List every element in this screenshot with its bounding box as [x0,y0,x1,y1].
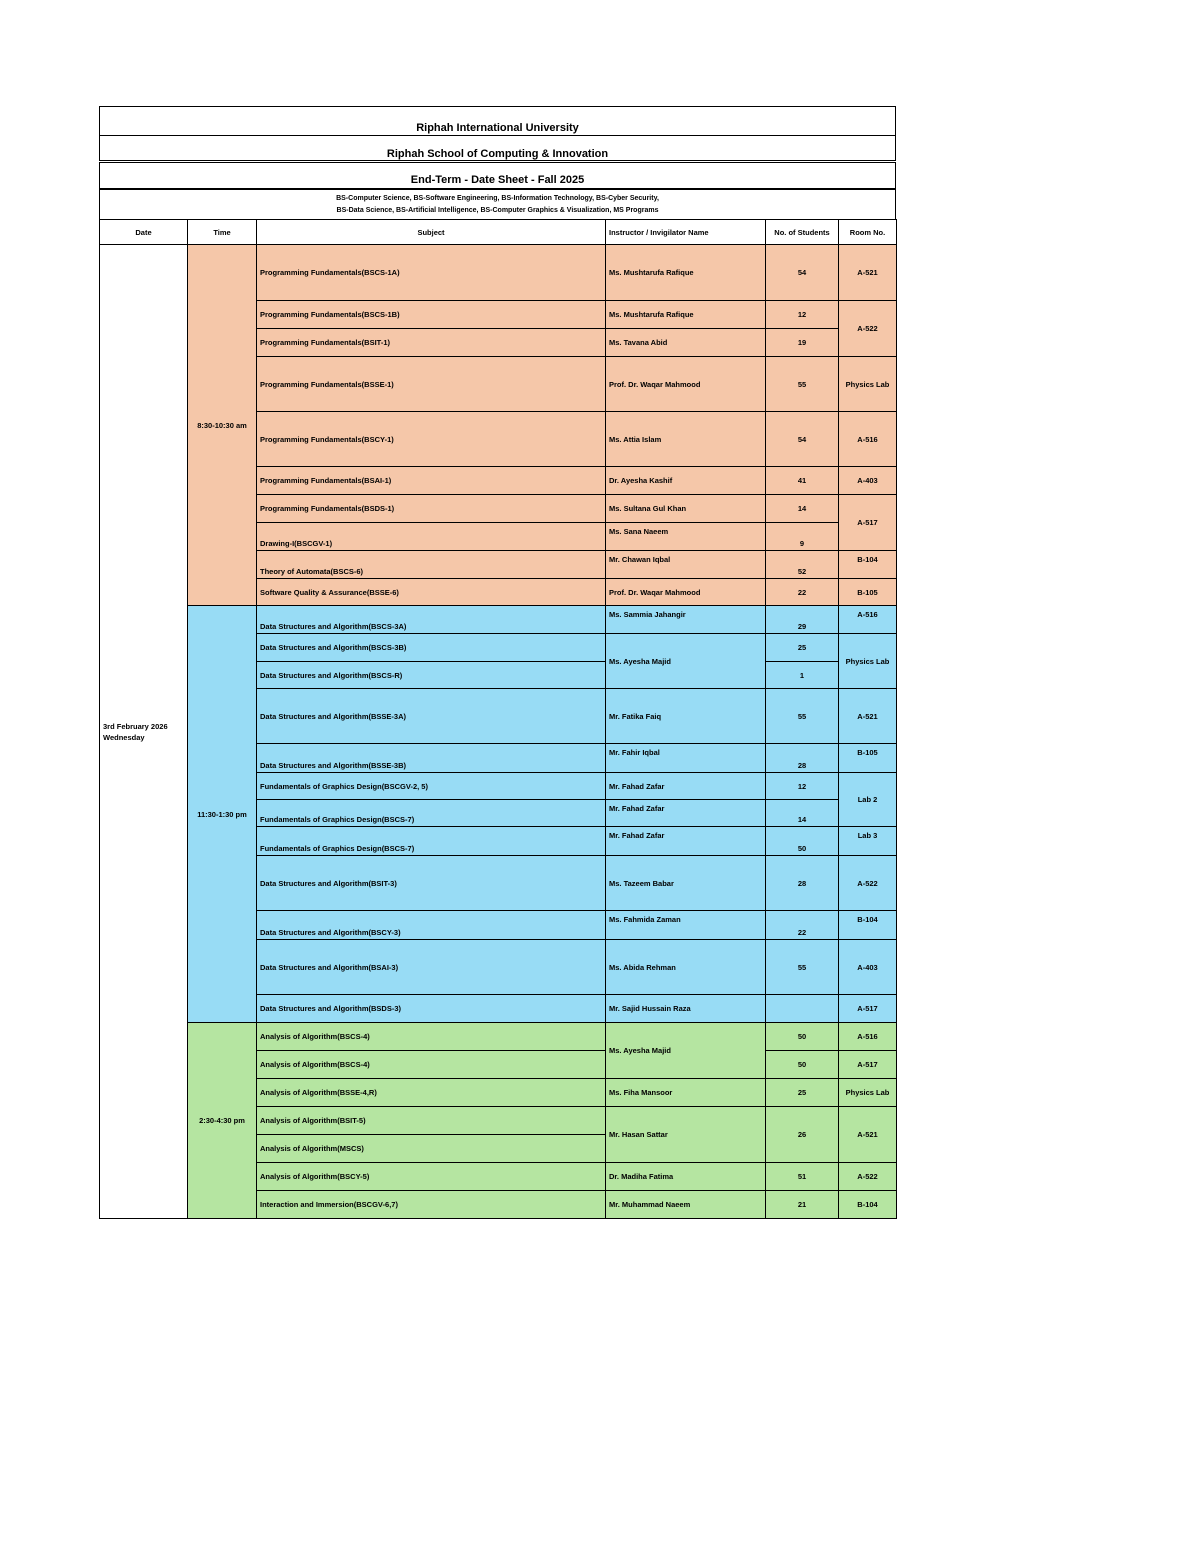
schedule-table [99,219,897,1219]
slot-time: 2:30-4:30 pm [188,1023,257,1219]
instructor-cell: Ms. Ayesha Majid [606,634,766,689]
instructor-cell: Ms. Mushtarufa Rafique [606,245,766,301]
students-cell: 51 [766,1163,839,1191]
programs-line-1: BS-Computer Science, BS-Software Engineering, BS-Information Technology, BS-Cyber Security, [336,195,659,202]
school-title: Riphah School of Computing & Innovation [99,135,896,161]
instructor-cell: Mr. Muhammad Naeem [606,1191,766,1219]
room-cell: A-521 [839,245,897,301]
col-room: Room No. [839,220,897,245]
subject-cell: Programming Fundamentals(BSCY-1) [257,412,606,467]
subject-cell: Fundamentals of Graphics Design(BSCS-7) [257,827,606,856]
students-cell: 29 [766,606,839,634]
room-cell: B-105 [839,744,897,773]
subject-cell: Fundamentals of Graphics Design(BSCGV-2, 5) [257,773,606,800]
room-cell: A-522 [839,301,897,357]
slot-time: 11:30-1:30 pm [188,606,257,1023]
students-cell: 22 [766,579,839,606]
instructor-cell: Ms. Abida Rehman [606,940,766,995]
instructor-cell: Prof. Dr. Waqar Mahmood [606,357,766,412]
students-cell: 50 [766,827,839,856]
room-cell: Physics Lab [839,357,897,412]
students-cell: 9 [766,523,839,551]
students-cell: 25 [766,1079,839,1107]
students-cell: 50 [766,1051,839,1079]
room-cell: A-517 [839,1051,897,1079]
subject-cell: Data Structures and Algorithm(BSCS-R) [257,662,606,689]
instructor-cell: Ms. Attia Islam [606,412,766,467]
subject-cell: Programming Fundamentals(BSIT-1) [257,329,606,357]
instructor-cell: Mr. Fahir Iqbal [606,744,766,773]
students-cell: 41 [766,467,839,495]
students-cell [766,995,839,1023]
room-cell: B-104 [839,1191,897,1219]
subject-cell: Data Structures and Algorithm(BSCS-3B) [257,634,606,662]
instructor-cell: Ms. Tazeem Babar [606,856,766,911]
table-row [100,606,897,634]
instructor-cell: Dr. Madiha Fatima [606,1163,766,1191]
table-header-row [100,220,897,245]
students-cell: 50 [766,1023,839,1051]
table-row [100,1023,897,1051]
subject-cell: Analysis of Algorithm(BSIT-5) [257,1107,606,1135]
subject-cell: Data Structures and Algorithm(BSSE-3B) [257,744,606,773]
students-cell: 22 [766,911,839,940]
instructor-cell: Ms. Sammia Jahangir [606,606,766,634]
subject-cell: Analysis of Algorithm(BSSE-4,R) [257,1079,606,1107]
subject-cell: Analysis of Algorithm(BSCY-5) [257,1163,606,1191]
room-cell: A-522 [839,1163,897,1191]
students-cell: 28 [766,744,839,773]
room-cell: A-522 [839,856,897,911]
subject-cell: Data Structures and Algorithm(BSCY-3) [257,911,606,940]
students-cell: 28 [766,856,839,911]
subject-cell: Data Structures and Algorithm(BSIT-3) [257,856,606,911]
students-cell: 55 [766,940,839,995]
subject-cell: Programming Fundamentals(BSDS-1) [257,495,606,523]
students-cell: 21 [766,1191,839,1219]
students-cell: 14 [766,800,839,827]
subject-cell: Data Structures and Algorithm(BSCS-3A) [257,606,606,634]
subject-cell: Drawing-I(BSCGV-1) [257,523,606,551]
subject-cell: Data Structures and Algorithm(BSAI-3) [257,940,606,995]
subject-cell: Data Structures and Algorithm(BSDS-3) [257,995,606,1023]
subject-cell: Theory of Automata(BSCS-6) [257,551,606,579]
room-cell: A-516 [839,1023,897,1051]
students-cell: 19 [766,329,839,357]
room-cell: B-104 [839,551,897,579]
room-cell: B-104 [839,911,897,940]
room-cell: A-516 [839,606,897,634]
instructor-cell: Mr. Hasan Sattar [606,1107,766,1163]
subject-cell: Data Structures and Algorithm(BSSE-3A) [257,689,606,744]
room-cell: A-517 [839,495,897,551]
students-cell: 14 [766,495,839,523]
room-cell: B-105 [839,579,897,606]
instructor-cell: Mr. Sajid Hussain Raza [606,995,766,1023]
subject-cell: Fundamentals of Graphics Design(BSCS-7) [257,800,606,827]
subject-cell: Analysis of Algorithm(MSCS) [257,1135,606,1163]
table-row [100,245,897,301]
instructor-cell: Ms. Fahmida Zaman [606,911,766,940]
instructor-cell: Mr. Fahad Zafar [606,827,766,856]
subject-cell: Programming Fundamentals(BSSE-1) [257,357,606,412]
room-cell: A-521 [839,689,897,744]
instructor-cell: Mr. Fahad Zafar [606,800,766,827]
col-date: Date [100,220,188,245]
programs-line-2: BS-Data Science, BS-Artificial Intelligence, BS-Computer Graphics & Visualization, MS Programs [336,207,659,214]
exam-date [100,245,188,1219]
slot-time: 8:30-10:30 am [188,245,257,606]
students-cell: 26 [766,1107,839,1163]
col-instructor: Instructor / Invigilator Name [606,220,766,245]
subject-cell: Programming Fundamentals(BSCS-1B) [257,301,606,329]
instructor-cell: Dr. Ayesha Kashif [606,467,766,495]
subject-cell: Programming Fundamentals(BSAI-1) [257,467,606,495]
students-cell: 55 [766,357,839,412]
subject-cell: Analysis of Algorithm(BSCS-4) [257,1051,606,1079]
instructor-cell: Ms. Sana Naeem [606,523,766,551]
subject-cell: Programming Fundamentals(BSCS-1A) [257,245,606,301]
students-cell: 1 [766,662,839,689]
instructor-cell: Prof. Dr. Waqar Mahmood [606,579,766,606]
students-cell: 55 [766,689,839,744]
room-cell: A-517 [839,995,897,1023]
col-students: No. of Students [766,220,839,245]
instructor-cell: Ms. Ayesha Majid [606,1023,766,1079]
subject-cell: Interaction and Immersion(BSCGV-6,7) [257,1191,606,1219]
students-cell: 52 [766,551,839,579]
room-cell: Physics Lab [839,1079,897,1107]
subject-cell: Software Quality & Assurance(BSSE-6) [257,579,606,606]
room-cell: A-521 [839,1107,897,1163]
students-cell: 12 [766,773,839,800]
students-cell: 25 [766,634,839,662]
col-subject: Subject [257,220,606,245]
room-cell: Lab 2 [839,773,897,827]
room-cell: Lab 3 [839,827,897,856]
university-title: Riphah International University [99,106,896,136]
instructor-cell: Ms. Mushtarufa Rafique [606,301,766,329]
students-cell: 54 [766,412,839,467]
room-cell: Physics Lab [839,634,897,689]
instructor-cell: Mr. Fatika Faiq [606,689,766,744]
room-cell: A-516 [839,412,897,467]
programs-list [99,189,896,220]
subject-cell: Analysis of Algorithm(BSCS-4) [257,1023,606,1051]
instructor-cell: Mr. Fahad Zafar [606,773,766,800]
exam-date-day: 3rd February 2026 [103,721,168,731]
students-cell: 54 [766,245,839,301]
exam-date-weekday: Wednesday [103,732,145,742]
instructor-cell: Ms. Sultana Gul Khan [606,495,766,523]
col-time: Time [188,220,257,245]
room-cell: A-403 [839,940,897,995]
instructor-cell: Mr. Chawan Iqbal [606,551,766,579]
students-cell: 12 [766,301,839,329]
term-title: End-Term - Date Sheet - Fall 2025 [99,162,896,189]
instructor-cell: Ms. Tavana Abid [606,329,766,357]
instructor-cell: Ms. Fiha Mansoor [606,1079,766,1107]
room-cell: A-403 [839,467,897,495]
